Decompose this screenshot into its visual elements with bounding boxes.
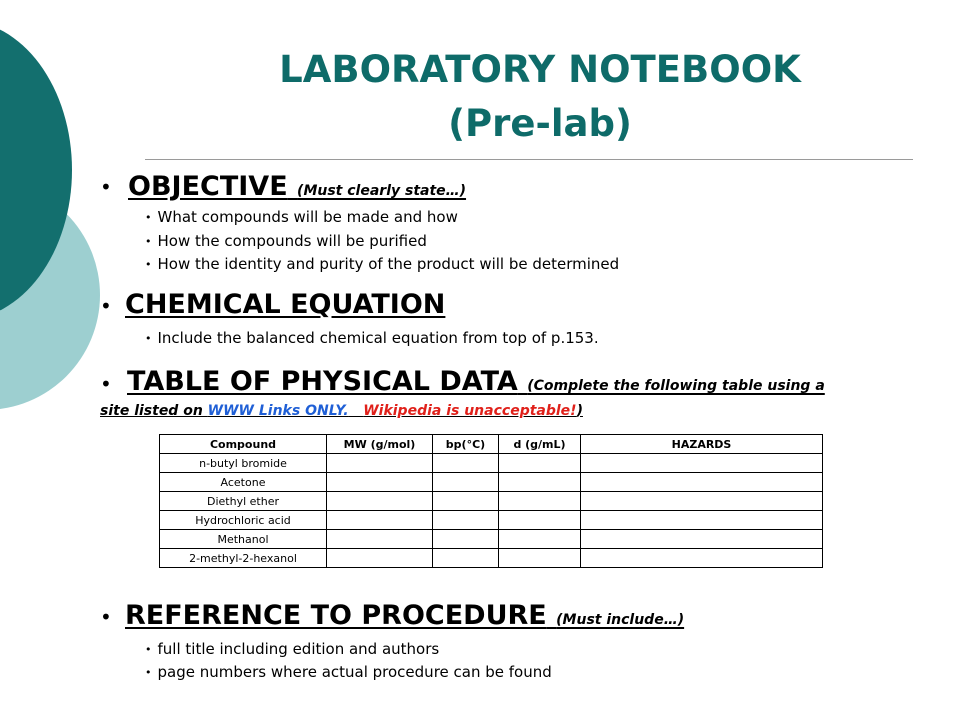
column-header: Compound [160, 435, 327, 454]
column-header: MW (g/mol) [327, 435, 433, 454]
compound-cell: 2-methyl-2-hexanol [160, 549, 327, 568]
table-cell [433, 530, 499, 549]
bullet-icon: • [100, 294, 112, 318]
table-cell [433, 492, 499, 511]
table-cell [499, 492, 581, 511]
wikipedia-warning: Wikipedia is unacceptable! [363, 403, 577, 419]
table-cell [581, 511, 823, 530]
table-cell [499, 511, 581, 530]
table-cell [327, 530, 433, 549]
objective-item: • How the identity and purity of the product will be determined [145, 255, 620, 273]
table-cell [499, 530, 581, 549]
table-cell [499, 454, 581, 473]
table-header-row [160, 435, 823, 454]
reference-item: • full title including edition and authors [145, 640, 440, 658]
objective-note: (Must clearly state…) [297, 183, 467, 199]
compound-cell: Acetone [160, 473, 327, 492]
compound-cell: n-butyl bromide [160, 454, 327, 473]
title-divider [145, 159, 913, 160]
table-cell [581, 549, 823, 568]
www-links-link[interactable]: WWW Links ONLY. [207, 403, 349, 419]
slide-subtitle: (Pre-lab) [448, 102, 632, 145]
column-header: HAZARDS [581, 435, 823, 454]
table-cell [433, 511, 499, 530]
table-cell [499, 549, 581, 568]
table-cell [327, 473, 433, 492]
table-cell [327, 549, 433, 568]
table-cell [327, 511, 433, 530]
table-cell [433, 454, 499, 473]
compound-cell: Diethyl ether [160, 492, 327, 511]
reference-item: • page numbers where actual procedure can be found [145, 663, 552, 681]
slide-title: LABORATORY NOTEBOOK [279, 48, 801, 91]
equation-heading: CHEMICAL EQUATION [125, 289, 446, 320]
table-cell [433, 473, 499, 492]
physical-note: (Complete the following table using a [527, 378, 825, 394]
table-cell [499, 473, 581, 492]
table-row [160, 473, 823, 492]
table-row [160, 511, 823, 530]
reference-heading: REFERENCE TO PROCEDURE (Must include…) [125, 600, 685, 631]
column-header: bp(°C) [433, 435, 499, 454]
table-row [160, 454, 823, 473]
table-cell [581, 473, 823, 492]
reference-note: (Must include…) [556, 612, 685, 628]
table-cell [581, 492, 823, 511]
physical-heading: TABLE OF PHYSICAL DATA (Complete the following table using a [127, 366, 825, 397]
compound-cell: Hydrochloric acid [160, 511, 327, 530]
objective-item: • What compounds will be made and how [145, 208, 458, 226]
bullet-icon: • [100, 605, 112, 629]
table-row [160, 549, 823, 568]
table-cell [327, 454, 433, 473]
equation-item: • Include the balanced chemical equation from top of p.153. [145, 329, 599, 347]
column-header: d (g/mL) [499, 435, 581, 454]
bullet-icon: • [100, 175, 112, 199]
bullet-icon: • [100, 372, 112, 396]
table-cell [327, 492, 433, 511]
table-row [160, 530, 823, 549]
physical-note-continued: site listed on WWW Links ONLY. Wikipedia is unacceptable!) [100, 403, 583, 419]
objective-item: • How the compounds will be purified [145, 232, 427, 250]
table-row [160, 492, 823, 511]
objective-heading: OBJECTIVE (Must clearly state…) [128, 171, 467, 202]
physical-data-table [159, 434, 823, 568]
table-cell [581, 530, 823, 549]
table-cell [581, 454, 823, 473]
compound-cell: Methanol [160, 530, 327, 549]
table-cell [433, 549, 499, 568]
